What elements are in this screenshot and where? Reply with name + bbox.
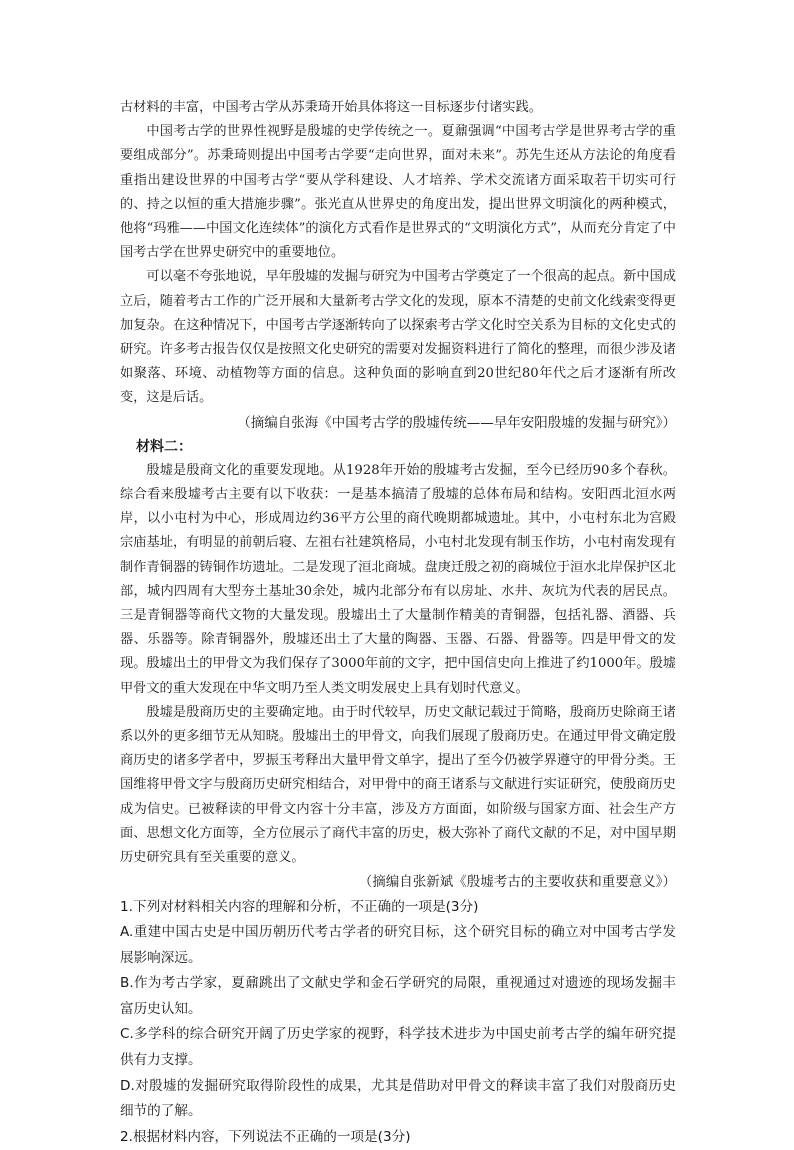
paragraph-site-discovery: 殷墟是殷商文化的重要发现地。从1928年开始的殷墟考古发掘，至今已经历90多个春秋。综合看来殷墟考古主要有以下收获：一是基本搞清了殷墟的总体布局和结构。安阳西北洹水两岸，以小屯村为中心，形成周边约36平方公里的商代晚期都城遗址。其中，小屯村东北为宫殿宗庙基址，有明显的前朝后寝、左祖右社建筑格局，小屯村北发现有制玉作坊，小屯村南发现有制作青铜器的铸铜作坊遗址。二是发现了洹北商城。盘庚迁殷之初的商城位于洹水北岸保护区北部，城内四周有大型夯土基址30余处，城内北部分布有以房址、水井、灰坑为代表的居民点。三是青铜器等商代文物的大量发现。殷墟出土了大量制作精美的青铜器，包括礼器、酒器、兵器、乐器等。除青铜器外，殷墟还出土了大量的陶器、玉器、石器、骨器等。四是甲骨文的发现。殷墟出土的甲骨文为我们保存了3000年前的文字，把中国信史向上推进了约1000年。殷墟甲骨文的重大发现在中华文明乃至人类文明发展史上具有划时代意义。: [120, 462, 676, 696]
question-1-option-b: B.作为考古学家，夏鼐跳出了文献史学和金石学研究的局限，重视通过对遗迹的现场发掘丰富历史认知。: [120, 975, 676, 1017]
material-2-heading: 材料二：: [136, 438, 192, 455]
source-citation-1: （摘编自张海《中国考古学的殷墟传统——早年安阳殷墟的发掘与研究》）: [237, 414, 676, 431]
paragraph-world-vision: 中国考古学的世界性视野是殷墟的史学传统之一。夏鼐强调“中国考古学是世界考古学的重要组成部分”。苏秉琦则提出中国考古学要“走向世界，面对未来”。苏先生还从方法论的角度看重指出建设世界的中国考古学“要从学科建设、人才培养、学术交流诸方面采取若干切实可行的、持之以恒的重大措施步骤”。张光直从世界史的角度出发，提出世界文明演化的两种模式，他将“玛雅——中国文化连续体”的演化方式看作是世界式的“文明演化方式”，从而充分肯定了中国考古学在世界史研究中的重要地位。: [120, 124, 676, 261]
question-1-option-c: C.多学科的综合研究开阔了历史学家的视野，科学技术进步为中国史前考古学的编年研究提供有力支撑。: [120, 1026, 676, 1069]
paragraph-history: 殷墟是殷商历史的主要确定地。由于时代较早，历史文献记载过于简略，殷商历史除商王诸系以外的更多细节无从知晓。殷墟出土的甲骨文，向我们展现了殷商历史。在通过甲骨文确定殷商历史的诸多学者中，罗振玉考释出大量甲骨文单字，提出了至今仍被学界遵守的甲骨分类。王国维将甲骨文字与殷商历史研究相结合，对甲骨中的商王诸系与文献进行实证研究，使殷商历史成为信史。已被释读的甲骨文内容十分丰富，涉及方方面面，如阶级与国家方面、社会生产方面、思想文化方面等，全方位展示了商代丰富的历史，极大弥补了商代文献的不足，对中国早期历史研究具有至关重要的意义。: [120, 704, 676, 866]
paragraph-starting-point: 可以毫不夸张地说，早年殷墟的发掘与研究为中国考古学奠定了一个很高的起点。新中国成立后，随着考古工作的广泛开展和大量新考古学文化的发现，原本不清楚的史前文化线索变得更加复杂。在这种情况下，中国考古学逐渐转向了以探索考古学文化时空关系为目标的文化史式的研究。许多考古报告仅仅是按照文化史研究的需要对发掘资料进行了简化的整理，而很少涉及诸如聚落、环境、动植物等方面的信息。这种负面的影响直到20世纪80年代之后才逐渐有所改变，这是后话。: [120, 269, 676, 406]
question-2: 2.根据材料内容，下列说法不正确的一项是(3分): [120, 1128, 411, 1145]
exam-page: [120, 96, 676, 1150]
source-citation-2: （摘编自张新斌《殷墟考古的主要收获和重要意义》）: [358, 874, 676, 891]
question-1-option-a: A.重建中国古史是中国历朝历代考古学者的研究目标，这个研究目标的确立对中国考古学发展影响深远。: [120, 924, 676, 966]
question-1: 1.下列对材料相关内容的理解和分析，不正确的一项是(3分): [120, 898, 479, 915]
paragraph-top: 古材料的丰富，中国考古学从苏秉琦开始具体将这一目标逐步付诸实践。: [120, 100, 542, 115]
question-1-option-d: D.对殷墟的发掘研究取得阶段性的成果，尤其是借助对甲骨文的释读丰富了我们对殷商历史细节的了解。: [120, 1077, 676, 1120]
